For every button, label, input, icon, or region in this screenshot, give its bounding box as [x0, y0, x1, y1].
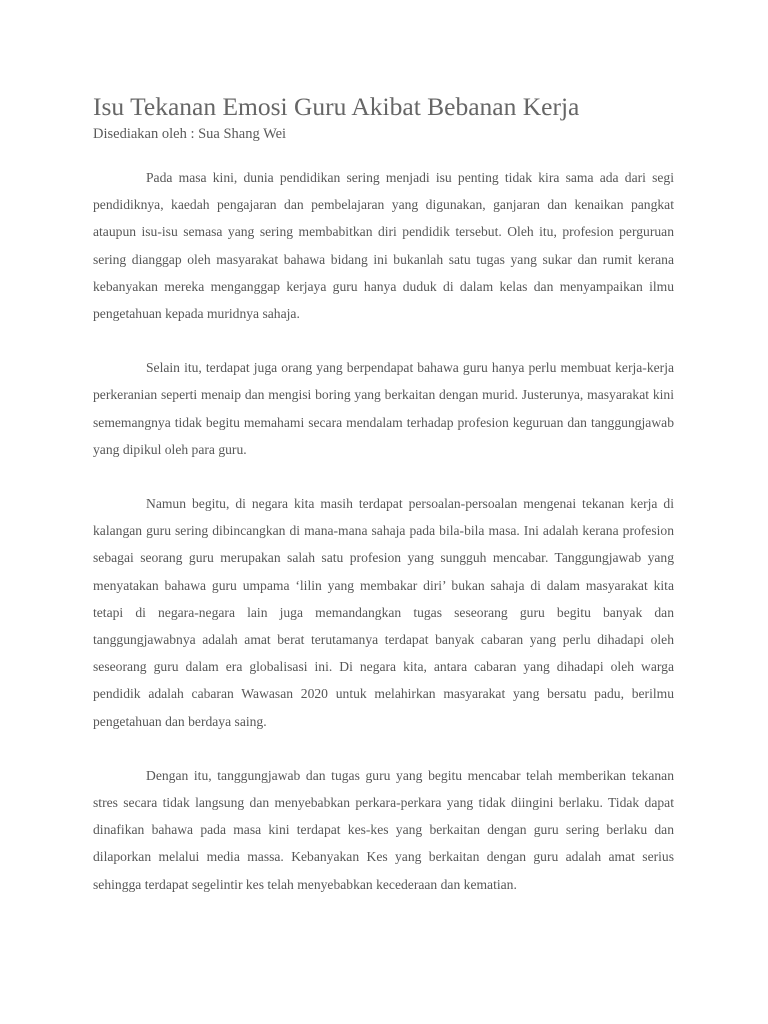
paragraph-3: Namun begitu, di negara kita masih terdapat persoalan-persoalan mengenai tekanan kerja di kalangan guru sering dibincangkan di mana-mana sahaja pada bila-bila masa. Ini adalah kerana profesion sebagai seorang guru merupakan salah satu profesion yang sungguh mencabar. Tanggungjawab yang menyatakan bahawa guru umpama ‘lilin yang membakar diri’ bukan sahaja di dalam masyarakat kita tetapi di negara-negara lain juga memandangkan tugas seseorang guru begitu banyak dan tanggungjawabnya adalah amat berat terutamanya terdapat banyak cabaran yang perlu dihadapi oleh seseorang guru dalam era globalisasi ini. Di negara kita, antara cabaran yang dihadapi oleh warga pendidik adalah cabaran Wawasan 2020 untuk melahirkan masyarakat yang bersatu padu, berilmu pengetahuan dan berdaya saing. — [93, 496, 674, 729]
document-title: Isu Tekanan Emosi Guru Akibat Bebanan Kerja — [93, 92, 580, 121]
author-byline: Disediakan oleh : Sua Shang Wei — [93, 126, 287, 142]
paragraph-1: Pada masa kini, dunia pendidikan sering menjadi isu penting tidak kira sama ada dari segi pendidiknya, kaedah pengajaran dan pembelajaran yang digunakan, ganjaran dan kenaikan pangkat ataupun isu-isu semasa yang sering membabitkan diri pendidik tersebut. Oleh itu, profesion perguruan sering dianggap oleh masyarakat bahawa bidang ini bukanlah satu tugas yang sukar dan rumit kerana kebanyakan mereka menganggap kerjaya guru hanya duduk di dalam kelas dan menyampaikan ilmu pengetahuan kepada muridnya sahaja. — [93, 170, 674, 322]
paragraph-4: Dengan itu, tanggungjawab dan tugas guru yang begitu mencabar telah memberikan tekanan stres secara tidak langsung dan menyebabkan perkara-perkara yang tidak diingini berlaku. Tidak dapat dinafikan bahawa pada masa kini terdapat kes-kes yang berkaitan dengan guru sering berlaku dan dilaporkan melalui media massa. Kebanyakan Kes yang berkaitan dengan guru adalah amat serius sehingga terdapat segelintir kes telah menyebabkan kecederaan dan kematian. — [93, 767, 674, 892]
paragraph-2: Selain itu, terdapat juga orang yang berpendapat bahawa guru hanya perlu membuat kerja-kerja perkeranian seperti menaip dan mengisi boring yang berkaitan dengan murid. Justerunya, masyarakat kini sememangnya tidak begitu memahami secara mendalam terhadap profesion keguruan dan tanggungjawab yang dipikul oleh para guru. — [93, 360, 674, 457]
